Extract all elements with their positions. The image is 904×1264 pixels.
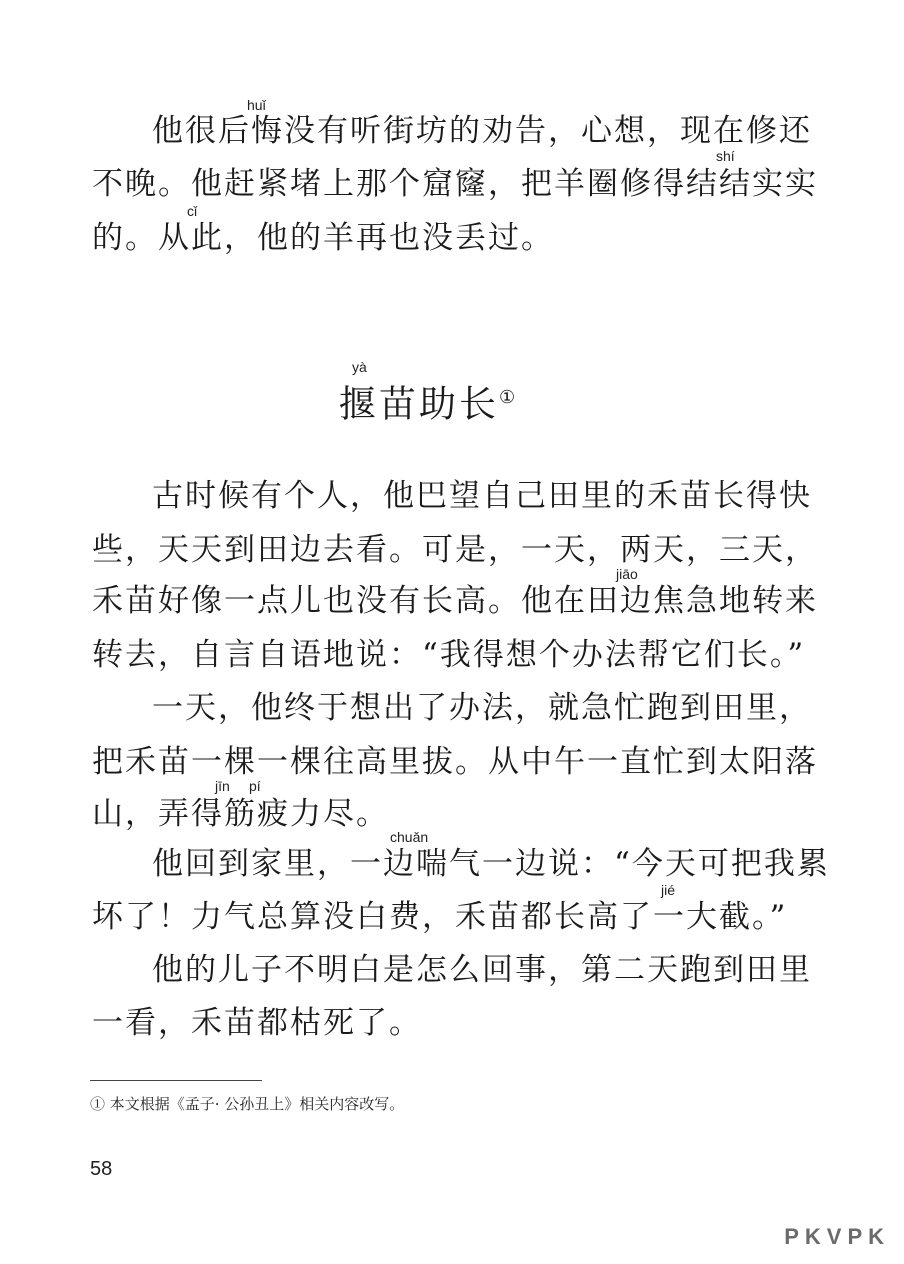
pinyin-pi: pí [249, 778, 261, 794]
watermark-text: PKVPK [784, 1224, 890, 1249]
pinyin-chuan: chuǎn [390, 829, 429, 845]
page-number: 58 [90, 1158, 113, 1180]
text-line: 不晚。他赶紧堵上那个窟窿，把羊圈修得结结实实 [92, 166, 818, 202]
footnote-mark: ① [499, 387, 516, 408]
text-line: 坏了！力气总算没白费，禾苗都长高了一大截。” [92, 899, 788, 935]
pinyin-jin: jīn [215, 778, 230, 794]
pinyin-ci: cǐ [187, 203, 198, 219]
text-line: 把禾苗一棵一棵往高里拔。从中午一直忙到太阳落 [92, 744, 818, 780]
text-line: 古时候有个人，他巴望自己田里的禾苗长得快 [152, 478, 812, 514]
pinyin-shi: shí [716, 148, 735, 164]
footnote: ① 本文根据《孟子· 公孙丑上》相关内容改写。 [90, 1095, 405, 1113]
text-line: 些，天天到田边去看。可是，一天，两天，三天， [92, 532, 818, 568]
story-title [339, 376, 515, 426]
text-line: 他的儿子不明白是怎么回事，第二天跑到田里 [152, 952, 812, 988]
text-line: 禾苗好像一点儿也没有长高。他在田边焦急地转来 [92, 583, 818, 619]
footnote-divider [90, 1080, 262, 1081]
text-line: 转去，自言自语地说：“我得想个办法帮它们长。” [92, 637, 806, 673]
text-line: 他很后悔没有听街坊的劝告，心想，现在修还 [152, 113, 812, 149]
pinyin-jie: jié [661, 882, 676, 898]
pinyin-hui: huǐ [247, 97, 266, 113]
text-line: 一看，禾苗都枯死了。 [92, 1005, 422, 1041]
pinyin-ya: yà [352, 359, 367, 375]
text-line: 的。从此，他的羊再也没丢过。 [92, 220, 554, 256]
text-line: 一天，他终于想出了办法，就急忙跑到田里， [152, 690, 812, 726]
title-text: 揠苗助长 [339, 382, 499, 426]
text-line: 他回到家里，一边喘气一边说：“今天可把我累 [152, 846, 830, 882]
text-line: 山，弄得筋疲力尽。 [92, 796, 389, 832]
pinyin-jiao: jiāo [616, 566, 638, 582]
